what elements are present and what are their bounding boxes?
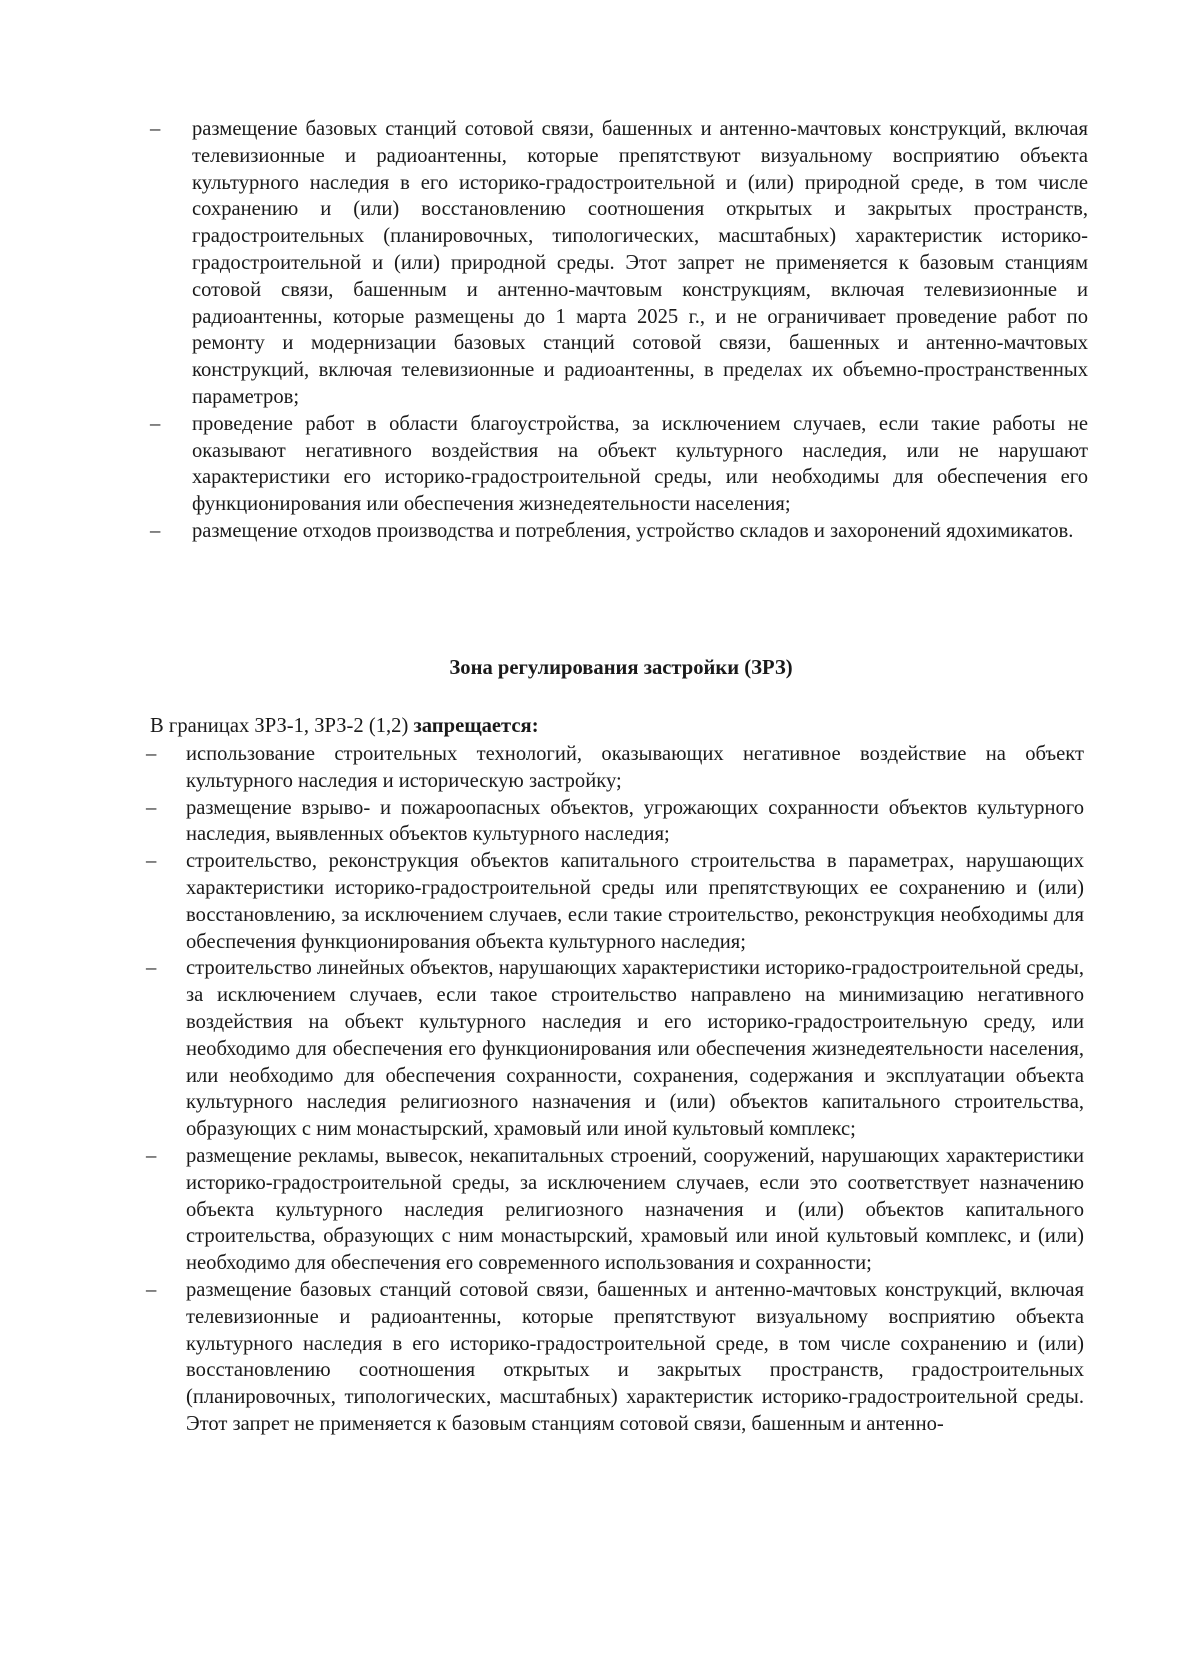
list-item-text: размещение базовых станций сотовой связи, башенных и антенно-мачтовых конструкций, включая телевизионные и радиоантенны, которые препятствуют визуальному восприятию объекта культурного наследия в его историко-градостроительной среде, в том числе сохранению и (или) восстановлению соотношения открытых и закрытых пространств, градостроительных (планировочных, типологических, масштабных) характеристик историко-градостроительной среды. Этот запрет не применяется к базовым станциям сотовой связи, башенным и антенно- (186, 1278, 1084, 1435)
list-item-text: использование строительных технологий, оказывающих негативное воздействие на объект культурного наследия и историческую застройку; (186, 743, 1084, 792)
restrictions-list-bottom (146, 741, 1084, 1438)
bullet-dash: – (150, 118, 161, 140)
list-item-text: размещение базовых станций сотовой связи, башенных и антенно-мачтовых конструкций, включая телевизионные и радиоантенны, которые препятствуют визуальному восприятию объекта культурного наследия в его историко-градостроительной и (или) природной среде, в том числе сохранению и (или) восстановлению соотношения открытых и закрытых пространств, градостроительных (планировочных, типологических, масштабных) характеристик историко-градостроительной и (или) природной среды. Этот запрет не применяется к базовым станциям сотовой связи, башенным и антенно-мачтовым конструкциям, включая телевизионные и радиоантенны, которые размещены до 1 марта 2025 г., и не ограничивает проведение работ по ремонту и модернизации базовых станций сотовой связи, башенных и антенно-мачтовых конструкций, включая телевизионные и радиоантенны, в пределах их объемно-пространственных параметров; (192, 118, 1088, 408)
list-item-text: размещение рекламы, вывесок, некапитальных строений, сооружений, нарушающих характеристики историко-градостроительной среды, за исключением случаев, если это соответствует назначению объекта культурного наследия религиозного назначения и (или) объектов капитального строительства, образующих с ним монастырский, храмовый или иной культовый комплекс, и (или) необходимо для обеспечения его современного использования и сохранности; (186, 1144, 1084, 1275)
list-item (146, 848, 1084, 955)
bullet-dash: – (150, 412, 161, 435)
section-intro (150, 713, 1092, 740)
intro-emphasis: запрещается: (413, 715, 539, 737)
list-item-text: размещение взрыво- и пожароопасных объектов, угрожающих сохранности объектов культурного наследия, выявленных объектов культурного наследия; (186, 796, 1084, 846)
bullet-dash: – (146, 850, 157, 873)
list-item-text: проведение работ в области благоустройства, за исключением случаев, если такие работы не оказывают негативного воздействия на объект культурного наследия, или не нарушают характеристики его историко-градостроительной среды, или необходимы для обеспечения его функционирования или обеспечения жизнедеятельности населения; (192, 412, 1088, 516)
list-item (150, 116, 1088, 411)
bullet-dash: – (146, 796, 157, 819)
bullet-dash: – (150, 519, 161, 542)
list-item (146, 741, 1084, 795)
list-item-text: размещение отходов производства и потребления, устройство складов и захоронений ядохимикатов. (192, 519, 1074, 542)
bullet-dash: – (146, 1144, 157, 1167)
intro-text: В границах ЗРЗ-1, ЗРЗ-2 (1,2) (150, 715, 414, 737)
section-heading: Зона регулирования застройки (ЗРЗ) (449, 657, 793, 679)
list-item-text: строительство, реконструкция объектов капитального строительства в параметрах, нарушающих характеристики историко-градостроительной среды или препятствующих ее сохранению и (или) восстановлению, за исключением случаев, если такие строительство, реконструкция необходимы для обеспечения функционирования объекта культурного наследия; (186, 850, 1084, 953)
list-item-text: строительство линейных объектов, нарушающих характеристики историко-градостроительной среды, за исключением случаев, если такое строительство направлено на минимизацию негативного воздействия на объект культурного наследия и его историко-градостроительную среду, или необходимо для обеспечения его функционирования или обеспечения жизнедеятельности населения, или необходимо для обеспечения сохранности, сохранения, содержания и эксплуатации объекта культурного наследия религиозного назначения и (или) объектов капитального строительства, образующих с ним монастырский, храмовый или иной культовый комплекс; (186, 957, 1084, 1141)
list-item (146, 955, 1084, 1143)
list-item (150, 411, 1088, 518)
list-item (146, 795, 1084, 849)
bullet-dash: – (146, 743, 157, 765)
bullet-dash: – (146, 1278, 157, 1301)
restrictions-list-top (150, 116, 1088, 545)
list-item (146, 1143, 1084, 1277)
list-item (146, 1277, 1084, 1438)
bullet-dash: – (146, 957, 157, 980)
list-item (150, 518, 1088, 545)
